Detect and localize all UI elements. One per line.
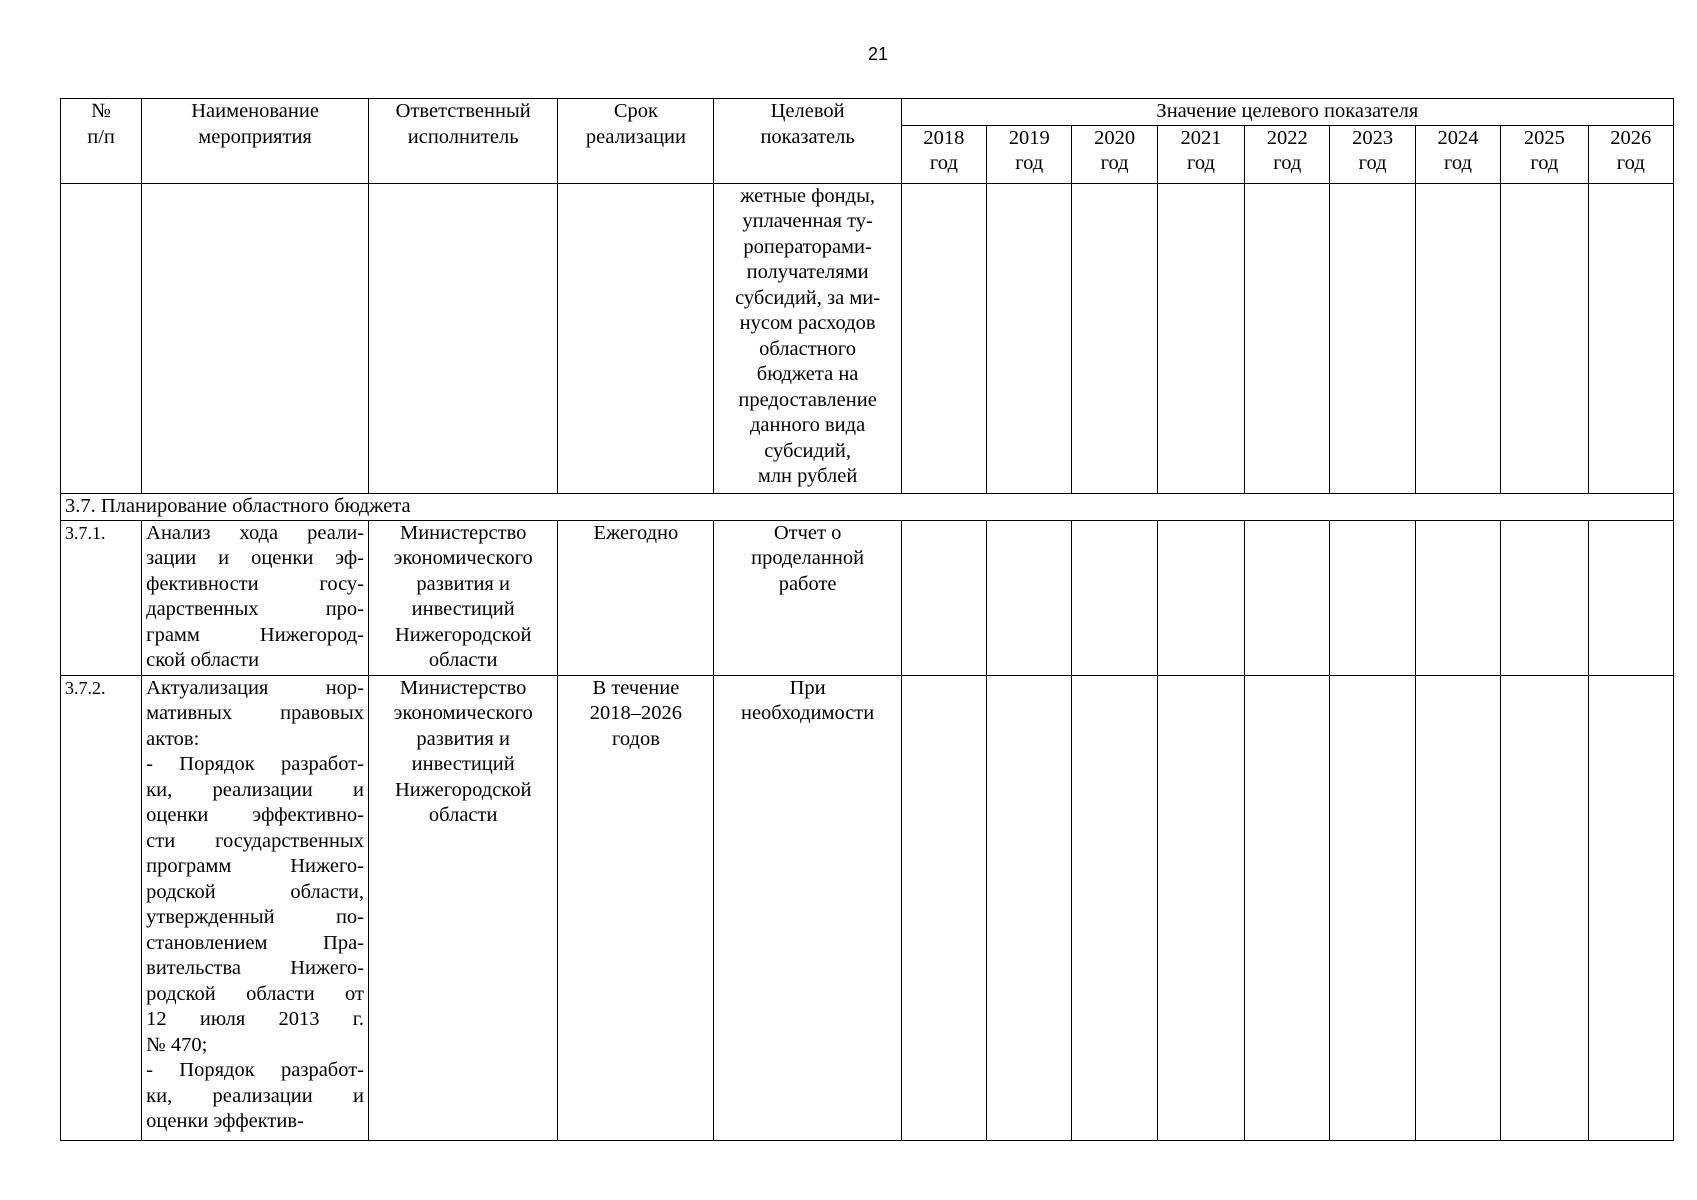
header-value-group: Значение целевого показателя [901, 99, 1673, 126]
target-indicators-table [60, 98, 1674, 1141]
header-name: Наименование мероприятия [142, 99, 369, 184]
text-line: области [428, 649, 498, 671]
text-line: сти государственных [146, 829, 364, 852]
indicator-cell [714, 520, 901, 675]
text-line: данного вида [750, 414, 866, 436]
header-year-2022: 2022 год [1245, 125, 1330, 183]
header-num: № п/п [61, 99, 142, 184]
text-line: годов [611, 727, 660, 750]
row-number: 3.7.1. [61, 520, 142, 675]
header-year-2024: 2024 год [1415, 125, 1500, 183]
text-line: развития и [416, 572, 510, 595]
text-line: инвестиций [411, 598, 515, 620]
text-line: зации и оценки эф- [146, 547, 364, 569]
text-line: грамм Нижегород- [146, 623, 364, 646]
executor-cell [369, 675, 558, 1140]
text-line: нусом расходов [739, 312, 876, 334]
text-line: Ежегодно [593, 521, 679, 544]
cont-indicator-cell [714, 183, 901, 493]
text-line: - Порядок разработ- [146, 753, 364, 775]
text-line: № 470; [146, 1033, 208, 1056]
header-year-2025: 2025 год [1501, 125, 1588, 183]
text-line: жетные фонды, [740, 184, 875, 207]
text-line: получателями [746, 261, 869, 283]
text-line: Актуализация нор- [146, 676, 364, 699]
text-line: Анализ хода реали- [146, 521, 364, 544]
text-line: мативных правовых [146, 702, 364, 724]
indicator-cell [714, 675, 901, 1140]
text-line: программ Нижего- [146, 855, 364, 877]
header-year-2023: 2023 год [1330, 125, 1415, 183]
text-line: развития и [416, 727, 510, 750]
table-row-3-7-2 [61, 675, 1674, 1140]
header-year-2026: 2026 год [1588, 125, 1673, 183]
header-year-2018: 2018 год [901, 125, 986, 183]
header-executor: Ответственный исполнитель [369, 99, 558, 184]
text-line: оценки эффектив- [146, 1110, 304, 1132]
text-line: дарственных про- [146, 598, 364, 620]
text-line: областного [759, 337, 857, 360]
text-line: родской области от [146, 982, 364, 1005]
executor-cell [369, 520, 558, 675]
term-cell [558, 520, 714, 675]
measure-name-cell [142, 520, 369, 675]
text-line: фективности госу- [146, 572, 364, 595]
header-row-1 [61, 99, 1674, 126]
text-line: проделанной [751, 547, 865, 569]
text-line: предоставление [738, 388, 877, 411]
text-line: области [428, 804, 498, 826]
text-line: 2018–2026 [589, 702, 683, 724]
text-line: становлением Пра- [146, 931, 364, 954]
term-cell [558, 675, 714, 1140]
header-year-2020: 2020 год [1072, 125, 1157, 183]
text-line: экономического [393, 547, 533, 569]
text-line: работе [778, 572, 837, 595]
section-title: 3.7. Планирование областного бюджета [61, 493, 1674, 520]
text-line: Отчет о [773, 521, 842, 544]
text-line: бюджета на [756, 363, 859, 385]
measure-name-cell [142, 675, 369, 1140]
section-row [61, 493, 1674, 520]
text-line: вительства Нижего- [146, 957, 364, 979]
text-line: утвержденный по- [146, 906, 364, 928]
text-line: инвестиций [411, 753, 515, 775]
row-number: 3.7.2. [61, 675, 142, 1140]
text-line: Нижегородской [394, 778, 532, 801]
text-line: родской области, [146, 880, 364, 903]
text-line: - Порядок разработ- [146, 1059, 364, 1081]
table-row-continuation [61, 183, 1674, 493]
text-line: субсидий, [764, 439, 851, 462]
header-year-2019: 2019 год [987, 125, 1072, 183]
text-line: ки, реализации и [146, 1084, 364, 1107]
text-line: Нижегородской [394, 623, 532, 646]
text-line: уплаченная ту- [742, 210, 873, 232]
header-indicator: Целевой показатель [714, 99, 901, 184]
text-line: В течение [592, 676, 680, 699]
text-line: Министерство [399, 676, 527, 699]
text-line: Министерство [399, 521, 527, 544]
text-line: оценки эффективно- [146, 804, 364, 826]
header-term: Срок реализации [558, 99, 714, 184]
text-line: При [789, 676, 826, 699]
text-line: ки, реализации и [146, 778, 364, 801]
text-line: субсидий, за ми- [735, 286, 881, 309]
text-line: необходимости [740, 702, 875, 724]
page-number: 21 [867, 44, 889, 64]
text-line: экономического [393, 702, 533, 724]
text-line: 12 июля 2013 г. [146, 1008, 364, 1030]
text-line: актов: [146, 727, 200, 750]
header-year-2021: 2021 год [1157, 125, 1244, 183]
text-line: ской области [146, 649, 260, 671]
table-row-3-7-1 [61, 520, 1674, 675]
text-line: млн рублей [757, 465, 858, 487]
text-line: роператорами- [743, 235, 872, 258]
